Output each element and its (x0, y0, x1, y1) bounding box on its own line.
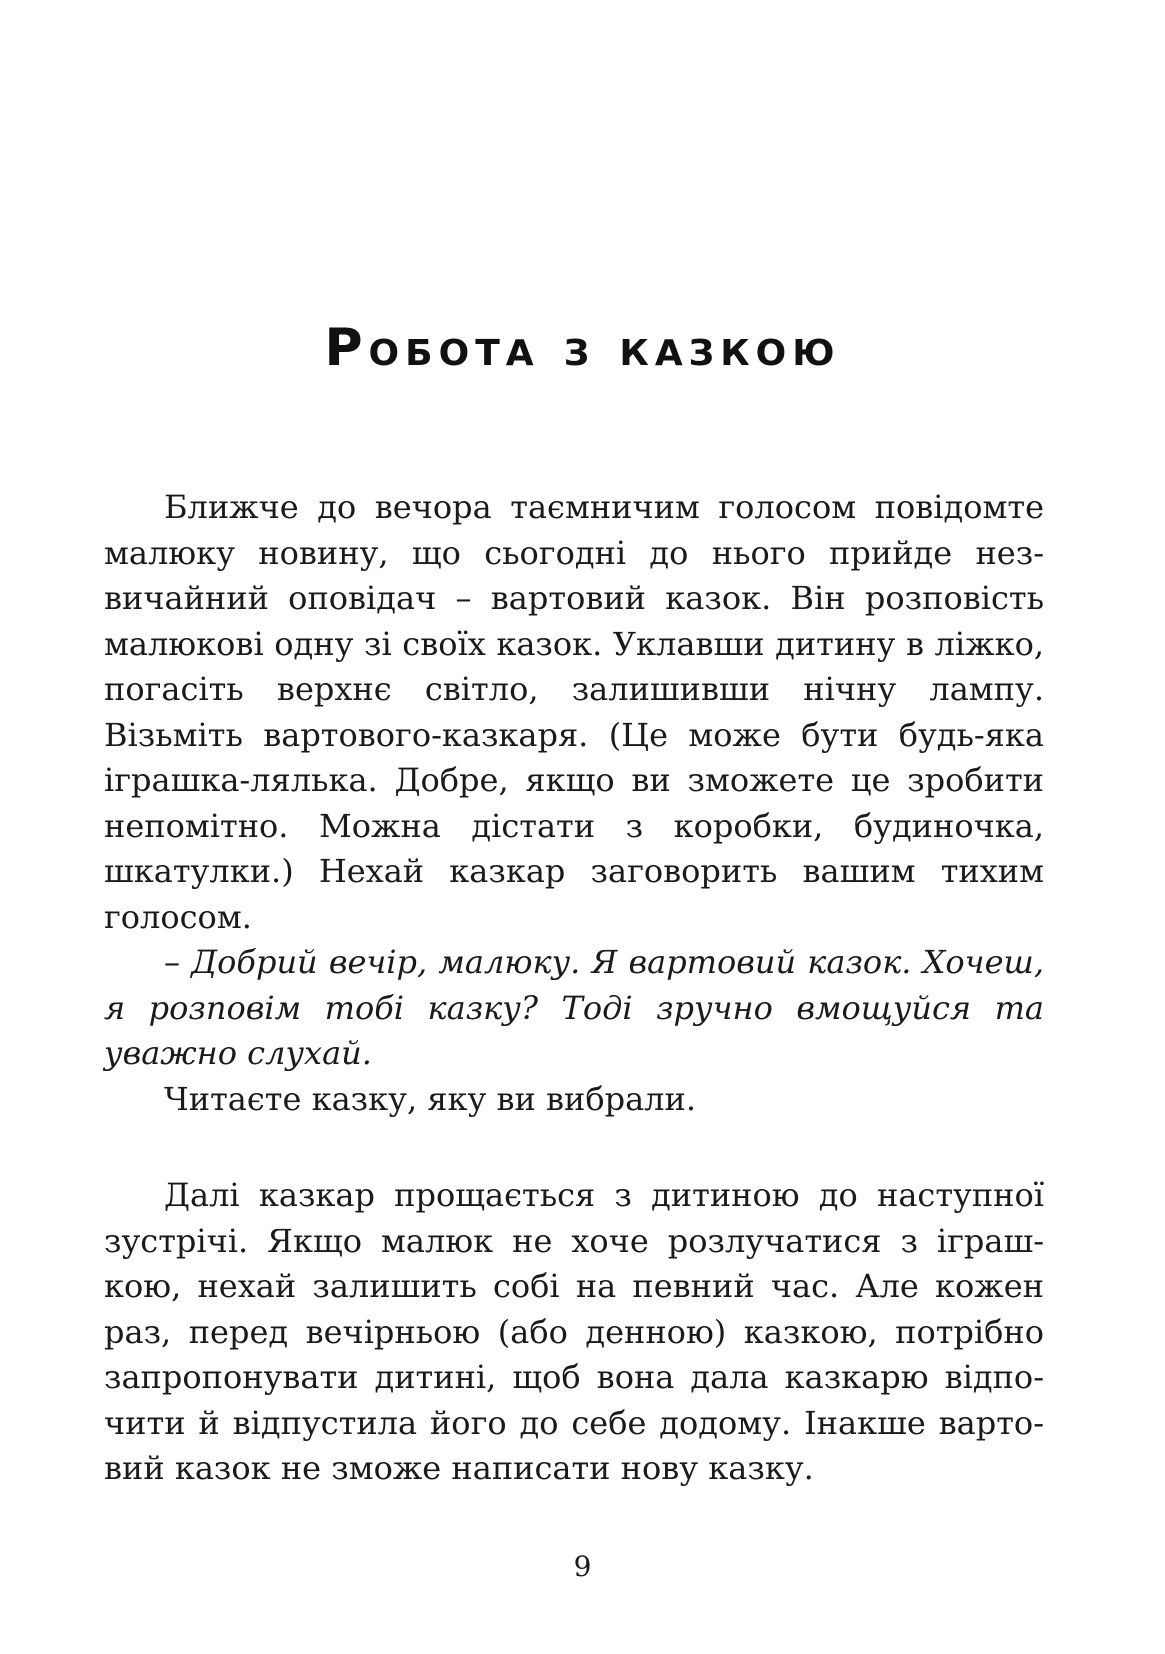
chapter-title: Робота з казкою (324, 318, 841, 378)
paragraph-intro: Ближче до вечора таємничим голосом повідомте малюку новину, що сьогодні до нього прийде незвичайний оповідач – вартовий казок. Він розповість малюкові одну зі своїх казок. Уклавши дитину в ліжко, погасіть верхнє світло, залишивши нічну лампу. Візьміть вартового-казкаря. (Це може бути будь-яка іграшка-лялька. Добре, якщо ви зможете це зробити непомітно. Можна дістати з коробки, будиночка, шкатулки.) Нехай казкар заговорить вашим тихим голосом. (104, 488, 1044, 936)
paragraph-dialogue: – Добрий вечір, малюку. Я вартовий казок. Хочеш, я розповім тобі казку? Тоді зручно вмощуйся та уважно слухай. (104, 943, 1044, 1072)
text-block-closing (104, 1173, 1044, 1492)
page-number: 9 (573, 1550, 592, 1583)
text-block-main (104, 485, 1044, 1122)
paragraph-reading: Читаєте казку, яку ви вибрали. (164, 1079, 696, 1118)
paragraph-farewell: Далі казкар прощається з дитиною до наступної зустрічі. Якщо малюк не хоче розлучатися з іграшкою, нехай залишить собі на певний час. Але кожен раз, перед вечірньою (або денною) казкою, потрібно запропонувати дитині, щоб вона дала казкарю відпочити й відпустила його до себе додому. Інакше вартовий казок не зможе написати нову казку. (104, 1176, 1044, 1487)
